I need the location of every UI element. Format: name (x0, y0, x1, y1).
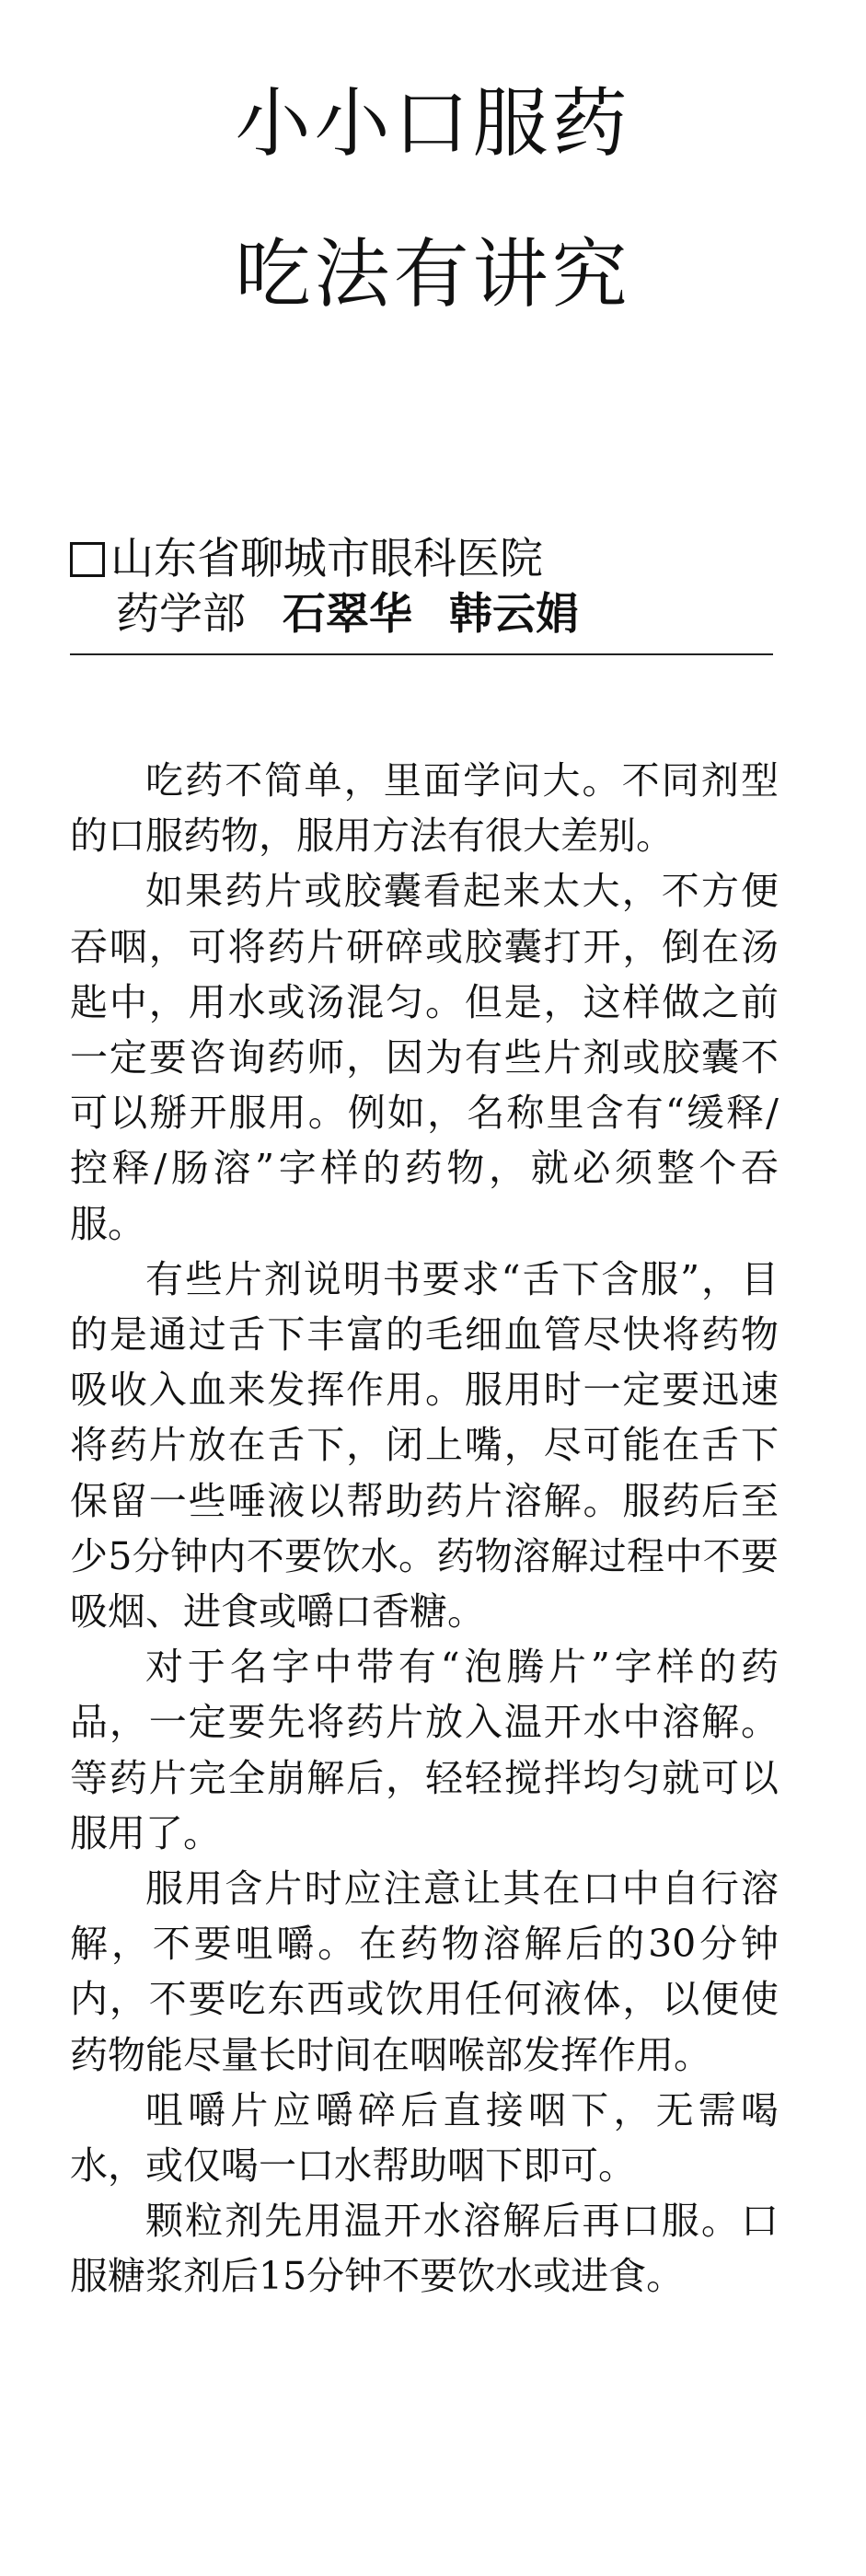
article-paragraph-7: 颗粒剂先用温开水溶解后再口服。口服糖浆剂后15分钟不要饮水或进食。 (70, 2199, 779, 2299)
article-paragraph-1: 吃药不简单，里面学问大。不同剂型的口服药物，服用方法有很大差别。 (70, 758, 779, 859)
headline-line-1: 小小口服药 (235, 80, 631, 167)
byline-row-institution (70, 532, 779, 587)
article-paragraph-3: 有些片剂说明书要求“舌下含服”，目的是通过舌下丰富的毛细血管尽快将药物吸收入血来发挥作用。服用时一定要迅速将药片放在舌下，闭上嘴，尽可能在舌下保留一些唾液以帮助药片溶解。服药后至少5分钟内不要饮水。药物溶解过程中不要吸烟、进食或嚼口香糖。 (70, 1256, 779, 1635)
article-paragraph-6: 咀嚼片应嚼碎后直接咽下，无需喝水，或仅喝一口水帮助咽下即可。 (70, 2087, 779, 2189)
byline-institution: 山东省聊城市眼科医院 (110, 534, 543, 584)
byline-row-authors (70, 587, 779, 642)
article-paragraph-5: 服用含片时应注意让其在口中自行溶解，不要咀嚼。在药物溶解后的30分钟内，不要吃东西或饮用任何液体，以便使药物能尽量长时间在咽喉部发挥作用。 (70, 1866, 779, 2077)
byline-divider (70, 653, 773, 655)
byline-author-2: 韩云娟 (449, 589, 579, 640)
byline-department: 药学部 (116, 589, 246, 640)
square-bullet-icon (70, 542, 105, 577)
byline-author-1: 石翠华 (283, 589, 412, 640)
headline-line-2: 吃法有讲究 (235, 231, 631, 318)
article-body (70, 753, 779, 2305)
byline (70, 532, 779, 642)
article-paragraph-2: 如果药片或胶囊看起来太大，不方便吞咽，可将药片研碎或胶囊打开，倒在汤匙中，用水或汤混匀。但是，这样做之前一定要咨询药师，因为有些片剂或胶囊不可以掰开服用。例如，名称里含有“缓释/控释/肠溶”字样的药物，就必须整个吞服。 (70, 869, 779, 1246)
article-paragraph-4: 对于名字中带有“泡腾片”字样的药品，一定要先将药片放入温开水中溶解。等药片完全崩解后，轻轻搅拌均匀就可以服用了。 (70, 1645, 779, 1855)
